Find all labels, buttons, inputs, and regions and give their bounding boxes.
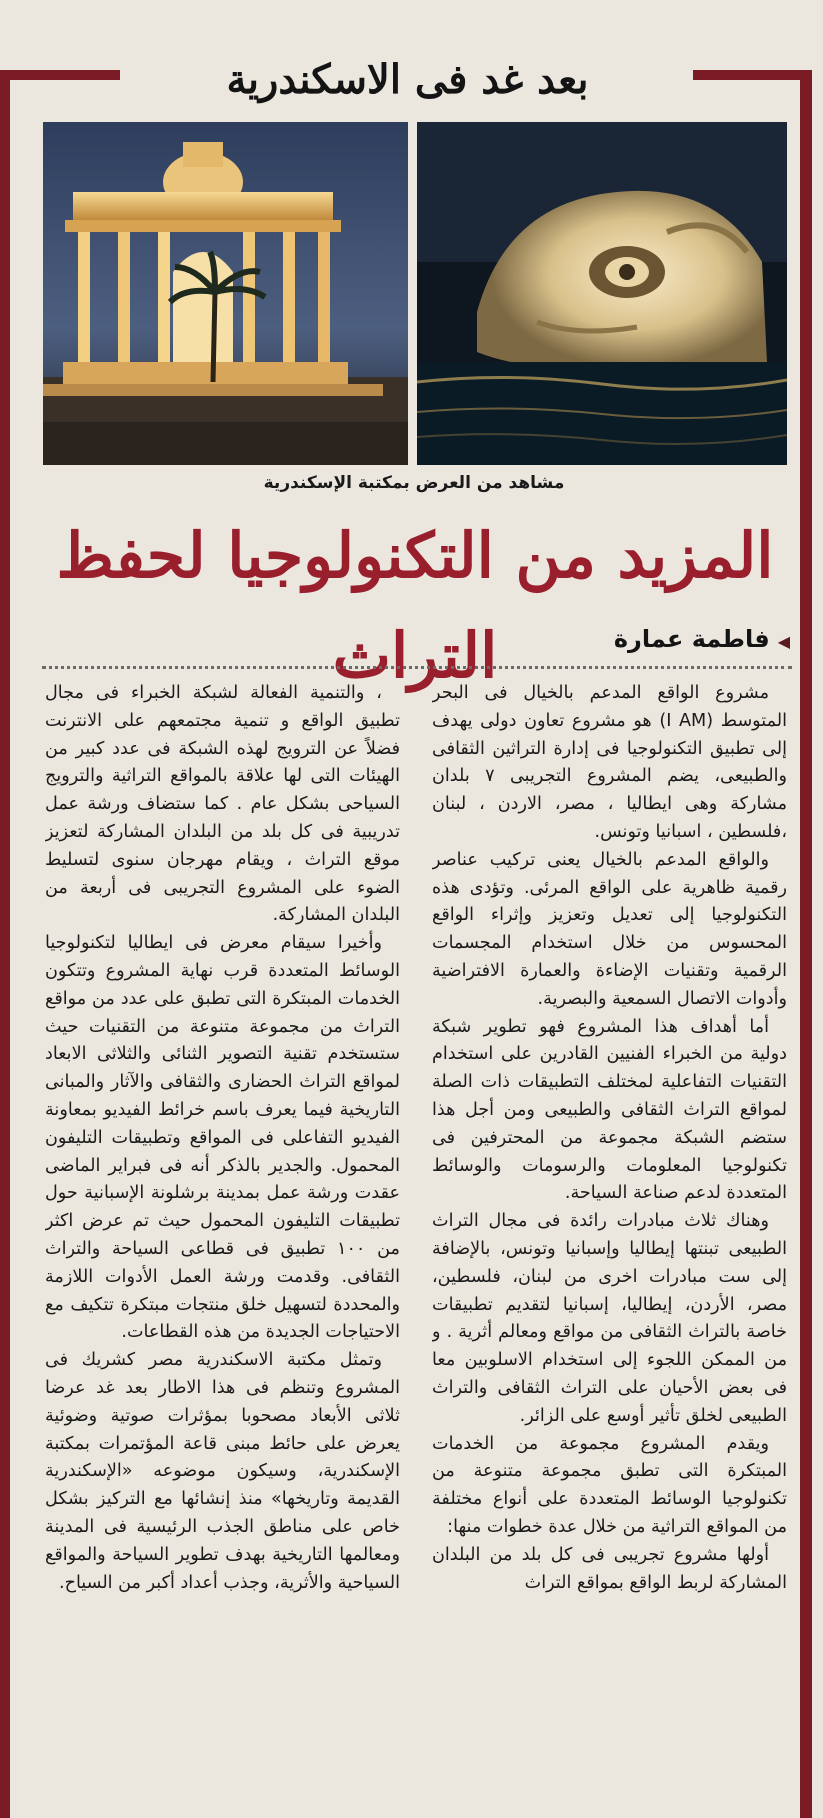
article-byline (430, 623, 790, 655)
article-headline: المزيد من التكنولوجيا لحفظ التراث (56, 519, 774, 692)
rotunda-illustration (43, 122, 408, 465)
paragraph: والواقع المدعم بالخيال يعنى تركيب عناصر رقمية ظاهرية على الواقع المرئى. وتؤدى هذه التكنولوجيا إلى تعديل وتعزيز وإثراء الواقع المحسوس من خلال استخدام المجسمات الرقمية وتقنيات الإضاءة والعمارة الافتراضية وأدوات الاتصال السمعية والبصرية. (432, 849, 787, 1009)
paragraph: وتمثل مكتبة الاسكندرية مصر كشريك فى المشروع وتنظم فى هذا الاطار بعد غد عرضا ثلاثى الأبعاد مصحوبا بمؤثرات صوتية وضوئية يعرض على حائط مبنى قاعة المؤتمرات بمكتبة الإسكندرية، وسيكون موضوعه «الإسكندرية القديمة وتاريخها» منذ إنشائها مع التركيز بشكل خاص على مناطق الجذب الرئيسية فى المدينة ومعالمها التاريخية بهدف تطوير السياحة والمواقع السياحية والأثرية، وجذب أعداد أكبر من السياح. (45, 1350, 400, 1593)
paragraph: وهناك ثلاث مبادرات رائدة فى مجال التراث الطبيعى تبنتها إيطاليا وإسبانيا وتونس، بالإضافة إلى ست مبادرات اخرى من لبنان، فلسطين، مصر، الأردن، إيطاليا، إسبانيا لتقديم تطبيقات خاصة بالتراث الثقافى من مواقع ومعالم أثرية . و من الممكن اللجوء إلى استخدام الاسلوبين معا فى بعض الأحيان على التراث الثقافى والتراث الطبيعى لخلق تأثير أوسع على الزائر. (432, 1211, 787, 1426)
paragraph: مشروع الواقع المدعم بالخيال فى البحر المتوسط (I AM) هو مشروع تعاون دولى يهدف إلى تطبيق التكنولوجيا فى إدارة التراثين الثقافى والطبيعى، يضم المشروع التجريبى ٧ بلدان مشاركة وهى ايطاليا ، مصر، الاردن ، لبنان ،فلسطين ، اسبانيا وتونس. (432, 683, 787, 842)
paragraph: ويقدم المشروع مجموعة من الخدمات المبتكرة التى تطبق مجموعة متنوعة من تكنولوجيا الوسائط المتعددة على أنواع مختلفة من المواقع التراثية من خلال عدة خطوات منها: (432, 1433, 787, 1537)
photo-caption: مشاهد من العرض بمكتبة الإسكندرية (263, 473, 565, 493)
paragraph: أما أهداف هذا المشروع فهو تطوير شبكة دولية من الخبراء الفنيين القادرين على استخدام التقنيات التفاعلية لمختلف التطبيقات ذات الصلة لمواقع التراث الثقافى والطبيعى ومن أجل هذا ستضم الشبكة مجموعة من المحترفين فى تكنولوجيا المعلومات والرسومات والوسائط المتعددة لدعم صناعة السياحة. (432, 1016, 787, 1204)
frame-border-left (0, 72, 10, 1818)
paragraph: وأخيرا سيقام معرض فى ايطاليا لتكنولوجيا الوسائط المتعددة قرب نهاية المشروع وتتكون الخدمات المبتكرة التى تطبق على عدد من مواقع التراث من مجموعة متنوعة من التقنيات حيث ستستخدم تقنية التصوير الثنائى والثلاثى الابعاد لمواقع التراث الحضارى والثقافى والآثار والمبانى التاريخية فيما يعرف باسم خرائط الفيديو بمعاونة الفيديو التفاعلى فى المواقع وتطبيقات التليفون المحمول. والجدير بالذكر أنه فى فبراير الماضى عقدت ورشة عمل بمدينة برشلونة الإسبانية حول تطبيقات التليفون المحمول حيث تم عرض اكثر من ١٠٠ تطبيق فى قطاعى السياحة والتراث الثقافى. وقدمت ورشة العمل الأدوات اللازمة والمحددة لتسهيل خلق منتجات مبتكرة تتكيف مع الاحتياجات الجديدة من هذه القطاعات. (45, 933, 400, 1343)
frame-border-top-left (0, 70, 120, 80)
paragraph: أولها مشروع تجريبى فى كل بلد من البلدان المشاركة لربط الواقع بمواقع التراث (432, 1544, 787, 1593)
photo-rotunda (43, 122, 408, 465)
bleed-through-text (700, 0, 823, 66)
article-column-left (45, 680, 400, 1805)
section-rubric: بعد غد فى الاسكندرية (226, 56, 589, 103)
sculpture-illustration (417, 122, 787, 465)
frame-border-top-right (693, 70, 812, 80)
byline-arrow-icon: ◀ (777, 632, 790, 651)
article-column-right (432, 680, 787, 1805)
photo-sculpture (417, 122, 787, 465)
paragraph: ، والتنمية الفعالة لشبكة الخبراء فى مجال تطبيق الواقع و تنمية مجتمعهم على الانترنت فضلاً عن الترويج لهذه الشبكة فى عدد كبير من الهيئات التى لها علاقة بالمواقع التراثية والترويج السياحى بشكل عام . كما ستضاف ورشة عمل تدريبية فى كل بلد من البلدان المشاركة لتعزيز موقع التراث ، ويقام مهرجان سنوى لتسليط الضوء على المشروع التجريبى فى أربعة من البلدان المشاركة. (45, 683, 400, 926)
byline-author: فاطمة عمارة (613, 625, 770, 653)
frame-border-right (800, 72, 812, 1818)
dotted-divider (42, 666, 792, 669)
